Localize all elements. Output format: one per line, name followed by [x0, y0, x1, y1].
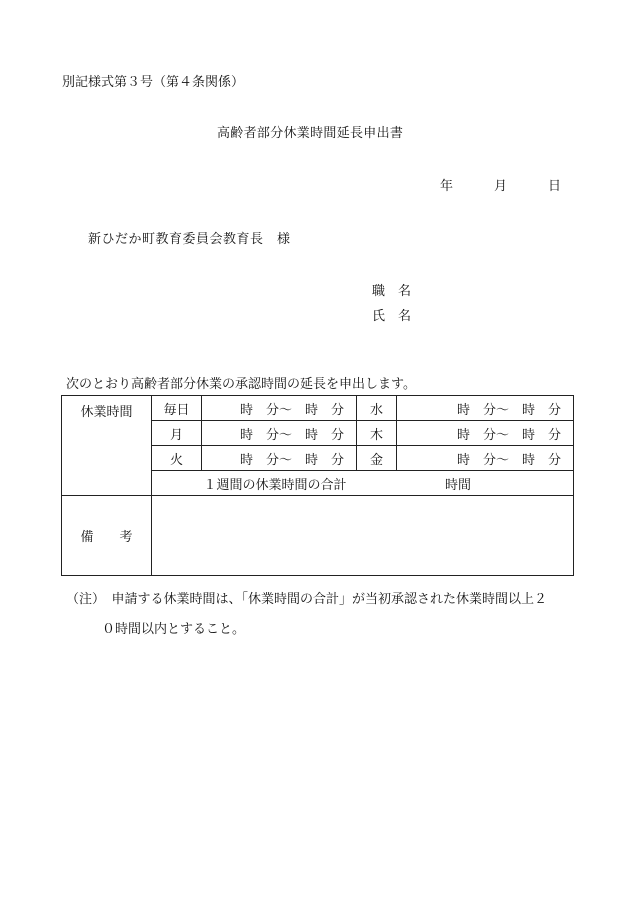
leave-hours-header: 休業時間	[62, 396, 152, 496]
day-label-thursday: 木	[357, 421, 397, 446]
addressee: 新ひだか町教育委員会教育長 様	[88, 232, 291, 247]
table-row	[62, 496, 574, 576]
day-label-tuesday: 火	[152, 446, 202, 471]
table-row	[62, 396, 574, 421]
weekly-total-unit: 時間	[444, 477, 471, 493]
note-line-2: ０時間以内とすること。	[102, 622, 246, 637]
day-label-wednesday: 水	[357, 396, 397, 421]
weekly-total-field[interactable]	[152, 471, 574, 496]
intro-text: 次のとおり高齢者部分休業の承認時間の延長を申出します。	[66, 377, 416, 392]
weekly-total-label: １週間の休業時間の合計	[203, 477, 347, 493]
date-year-label: 年	[440, 179, 454, 194]
time-range-field[interactable]: 時 分～ 時 分	[202, 421, 357, 446]
time-range-field[interactable]: 時 分～ 時 分	[397, 421, 574, 446]
day-label-friday: 金	[357, 446, 397, 471]
time-range-field[interactable]: 時 分～ 時 分	[202, 396, 357, 421]
document-title: 高齢者部分休業時間延長申出書	[217, 126, 404, 141]
day-label-monday: 月	[152, 421, 202, 446]
name-label: 氏 名	[372, 309, 412, 324]
position-label: 職 名	[372, 284, 412, 299]
date-day-label: 日	[548, 179, 562, 194]
remarks-label: 備 考	[62, 496, 152, 576]
note-line-1: （注） 申請する休業時間は、「休業時間の合計」が当初承認された休業時間以上２	[66, 592, 548, 607]
remarks-field[interactable]	[152, 496, 574, 576]
date-month-label: 月	[494, 179, 508, 194]
form-code: 別記様式第３号（第４条関係）	[62, 75, 245, 90]
leave-hours-table	[61, 395, 574, 576]
day-label-daily: 毎日	[152, 396, 202, 421]
time-range-field[interactable]: 時 分～ 時 分	[397, 396, 574, 421]
time-range-field[interactable]: 時 分～ 時 分	[202, 446, 357, 471]
time-range-field[interactable]: 時 分～ 時 分	[397, 446, 574, 471]
